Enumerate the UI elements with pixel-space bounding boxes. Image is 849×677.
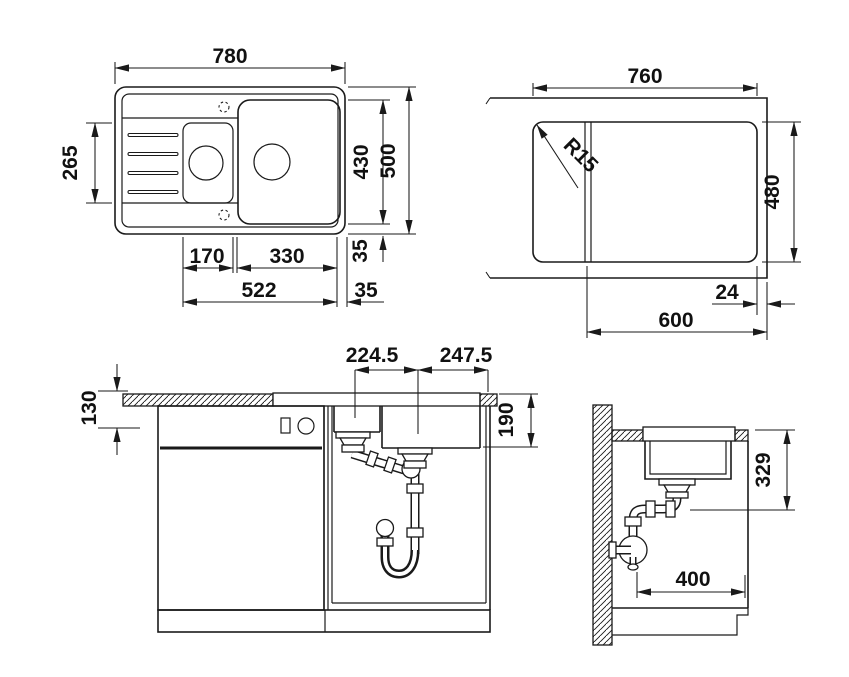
large-bowl xyxy=(238,100,340,224)
dimension-apron-height xyxy=(78,364,140,455)
plinth-outline xyxy=(612,608,748,635)
plinth-band xyxy=(158,610,490,632)
dimension-cabinet-width xyxy=(587,266,767,338)
dimension-label: 35 xyxy=(349,239,372,263)
dimension-label: 500 xyxy=(377,143,400,179)
cabinet-division xyxy=(324,406,328,610)
dimension-cutout-width xyxy=(533,65,757,96)
dishwasher-knob xyxy=(298,418,314,434)
dimension-label: 480 xyxy=(761,174,784,210)
plan-view xyxy=(59,45,416,307)
dimension-label: R15 xyxy=(558,133,603,178)
bowl-outer-wall xyxy=(645,441,731,479)
tap-hole-top xyxy=(219,102,229,112)
dimension-clearance xyxy=(637,568,745,598)
dishwasher-display xyxy=(281,418,290,433)
tap-hole-bottom xyxy=(219,210,229,220)
cutout-view xyxy=(486,65,801,340)
small-bowl-drain xyxy=(189,146,223,180)
dimension-plan-width xyxy=(115,45,345,84)
dimension-rim-right xyxy=(349,236,383,263)
dimension-label: 247.5 xyxy=(439,344,493,367)
cutout-edge-lines xyxy=(585,122,591,262)
large-bowl-section xyxy=(382,406,480,448)
bowl-inner-wall xyxy=(650,441,726,474)
small-bowl-section xyxy=(334,406,380,432)
dimension-front-offset xyxy=(712,266,795,340)
front-section-view xyxy=(78,344,538,632)
countertop-hatch-left xyxy=(123,394,273,406)
dimension-label: 170 xyxy=(189,245,225,268)
countertop-outline xyxy=(490,98,767,278)
dimension-label: 35 xyxy=(354,279,378,302)
side-section-view xyxy=(593,405,795,645)
large-bowl-drain xyxy=(254,144,290,180)
dimension-label: 130 xyxy=(78,390,101,426)
dimension-label: 600 xyxy=(658,309,694,332)
dimension-label: 24 xyxy=(715,281,739,304)
dimension-bowl-zone xyxy=(59,123,112,203)
trap-loop xyxy=(377,520,394,537)
dimension-label: 430 xyxy=(350,144,373,180)
dimension-drain-height xyxy=(690,430,795,510)
dimension-label: 522 xyxy=(241,279,277,302)
dimension-corner-radius xyxy=(537,125,603,188)
dimension-label: 190 xyxy=(495,402,518,438)
sink-rim-outline xyxy=(122,94,338,227)
sink-rim-section xyxy=(273,393,480,406)
dimension-label: 265 xyxy=(59,145,82,181)
dishwasher-cabinet xyxy=(158,406,324,610)
side-plumbing xyxy=(609,479,695,570)
sink-outer-outline xyxy=(115,87,345,234)
sink-rim-side xyxy=(643,427,735,441)
dimension-label: 329 xyxy=(752,452,775,488)
wall-section xyxy=(593,405,612,645)
small-bowl xyxy=(183,123,233,203)
dimension-label: 224.5 xyxy=(345,344,399,367)
dimension-label: 400 xyxy=(675,568,711,591)
dimension-drain-offsets xyxy=(346,344,493,434)
drainboard-ridges xyxy=(128,134,178,194)
dimension-label: 330 xyxy=(269,245,305,268)
countertop-hatch-front xyxy=(735,430,748,441)
dimension-label: 780 xyxy=(212,45,248,68)
dimension-label: 760 xyxy=(627,65,663,88)
drain-plumbing xyxy=(336,432,432,574)
countertop-break-ticks xyxy=(486,98,490,278)
countertop-hatch-back xyxy=(612,430,643,441)
